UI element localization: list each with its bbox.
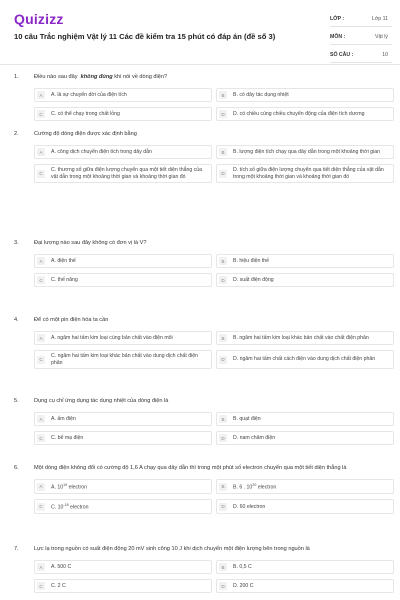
question-number: 6. bbox=[14, 465, 19, 471]
answer-option-d[interactable] bbox=[216, 164, 394, 183]
worksheet-header bbox=[0, 0, 400, 65]
question-stem bbox=[14, 131, 390, 138]
question-number: 2. bbox=[14, 131, 19, 137]
question-number: 7. bbox=[14, 546, 19, 552]
question-text-part: Để có một pin điện hóa ta cần bbox=[34, 317, 109, 323]
option-text bbox=[233, 482, 276, 491]
option-letter-badge: C bbox=[37, 434, 45, 442]
answer-option-d[interactable] bbox=[216, 431, 394, 445]
meta-value: Vật lý bbox=[375, 34, 388, 40]
question-text-part: Một dòng điện không đổi có cường độ 1,6 A chạy qua dây dẫn thì trong một phút số electron chuyển qua một tiết diện thẳng là bbox=[34, 465, 347, 471]
option-text: D. 200 C bbox=[233, 583, 254, 589]
question-number: 5. bbox=[14, 398, 19, 404]
worksheet-title: 10 câu Trắc nghiệm Vật lý 11 Các đề kiểm tra 15 phút có đáp án (đề số 3) bbox=[14, 32, 276, 41]
option-text: B. quạt điện bbox=[233, 416, 261, 422]
question-stem bbox=[14, 398, 390, 405]
question-block bbox=[14, 131, 390, 183]
question-number: 3. bbox=[14, 240, 19, 246]
options-grid bbox=[34, 412, 390, 445]
question-number: 4. bbox=[14, 317, 19, 323]
question-text-part: Điều nào sau đây bbox=[34, 74, 78, 80]
option-text: A. là sự chuyển dời của điện tích bbox=[51, 92, 127, 98]
question-stem bbox=[14, 465, 390, 472]
answer-option-a[interactable] bbox=[34, 145, 212, 159]
option-text-tail: electron bbox=[256, 484, 277, 491]
option-text: C. ngâm hai tấm kim loại khác bản chất vào dung dịch chất điện phân bbox=[51, 353, 199, 366]
option-text: D. 60 electron bbox=[233, 503, 266, 510]
option-letter-badge: A bbox=[37, 483, 45, 491]
option-letter-badge: A bbox=[37, 334, 45, 342]
option-text bbox=[51, 482, 87, 491]
meta-value: 10 bbox=[382, 52, 388, 58]
question-number: 1. bbox=[14, 74, 19, 80]
option-text: A. 500 C bbox=[51, 564, 72, 570]
question-text bbox=[34, 74, 390, 81]
option-text-base: B. 6 . 10 bbox=[233, 484, 253, 491]
answer-option-a[interactable] bbox=[34, 88, 212, 102]
answer-option-b[interactable] bbox=[216, 254, 394, 268]
meta-label: SỐ CÂU : bbox=[330, 52, 354, 58]
answer-option-a[interactable] bbox=[34, 412, 212, 426]
option-letter-badge: B bbox=[219, 483, 227, 491]
meta-value: Lớp 11 bbox=[372, 16, 388, 22]
question-block bbox=[14, 465, 390, 514]
option-letter-badge: C bbox=[37, 170, 45, 178]
answer-option-a[interactable] bbox=[34, 254, 212, 268]
options-grid bbox=[34, 479, 390, 514]
option-text: A. công dịch chuyển điện tích trong dây dẫn bbox=[51, 149, 152, 155]
meta-label: MÔN : bbox=[330, 34, 346, 40]
option-text: B. hiệu điện thế bbox=[233, 258, 270, 264]
answer-option-c[interactable] bbox=[34, 164, 212, 183]
answer-option-c[interactable] bbox=[34, 273, 212, 287]
answer-option-b[interactable] bbox=[216, 145, 394, 159]
options-grid bbox=[34, 254, 390, 287]
option-exponent: -18 bbox=[63, 503, 69, 508]
option-text: C. 2 C bbox=[51, 583, 66, 589]
option-letter-badge: B bbox=[219, 257, 227, 265]
option-letter-badge: C bbox=[37, 110, 45, 118]
answer-option-d[interactable] bbox=[216, 499, 394, 514]
question-block bbox=[14, 240, 390, 287]
option-text-tail: electron bbox=[67, 484, 88, 491]
option-exponent: 19 bbox=[63, 483, 68, 488]
option-text: A. điện thế bbox=[51, 258, 76, 264]
option-text: D. có chiều cùng chiều chuyển động của điện tích dương bbox=[233, 111, 365, 117]
option-text: C. có thể chạy trong chất lỏng bbox=[51, 111, 120, 117]
options-grid bbox=[34, 88, 390, 121]
option-letter-badge: C bbox=[37, 582, 45, 590]
meta-label: LỚP : bbox=[330, 16, 345, 22]
question-stem bbox=[14, 546, 390, 553]
question-text bbox=[34, 546, 390, 553]
options-grid bbox=[34, 560, 390, 593]
question-block bbox=[14, 546, 390, 593]
option-text: B. lượng điện tích chạy qua dây dẫn trong một khoảng thời gian bbox=[233, 149, 380, 155]
answer-option-c[interactable] bbox=[34, 431, 212, 445]
question-text bbox=[34, 317, 390, 324]
question-stem bbox=[14, 240, 390, 247]
option-text: D. ngâm hai tấm chất cách điện vào dung dịch chất điện phân bbox=[233, 356, 376, 363]
answer-option-d[interactable] bbox=[216, 273, 394, 287]
option-text: C. bể mạ điện bbox=[51, 435, 84, 441]
option-letter-badge: B bbox=[219, 415, 227, 423]
option-text: A. ngâm hai tấm kim loại cùng bản chất vào điện môi bbox=[51, 335, 173, 341]
option-text: B. có dây tác dụng nhiệt bbox=[233, 92, 289, 98]
answer-option-d[interactable] bbox=[216, 350, 394, 369]
answer-option-b[interactable] bbox=[216, 88, 394, 102]
question-text-part: Đại lượng nào sau đây không có đơn vị là V? bbox=[34, 240, 147, 246]
meta-row-class bbox=[330, 12, 392, 27]
option-letter-badge: C bbox=[37, 503, 45, 511]
answer-option-a[interactable] bbox=[34, 479, 212, 494]
answer-option-a[interactable] bbox=[34, 331, 212, 345]
option-letter-badge: B bbox=[219, 148, 227, 156]
question-text bbox=[34, 240, 390, 247]
option-exponent: 20 bbox=[252, 483, 257, 488]
option-letter-badge: C bbox=[37, 276, 45, 284]
option-text: D. nam châm điện bbox=[233, 435, 276, 441]
option-text: C. thế năng bbox=[51, 277, 78, 283]
answer-option-a[interactable] bbox=[34, 560, 212, 574]
option-text-tail: electron bbox=[68, 505, 89, 512]
question-emphasis: không đúng bbox=[80, 74, 113, 80]
question-text bbox=[34, 398, 390, 405]
option-letter-badge: A bbox=[37, 563, 45, 571]
option-letter-badge: A bbox=[37, 148, 45, 156]
question-stem bbox=[14, 317, 390, 324]
option-letter-badge: B bbox=[219, 563, 227, 571]
answer-option-c[interactable] bbox=[34, 579, 212, 593]
option-text bbox=[51, 502, 89, 511]
option-letter-badge: C bbox=[37, 356, 45, 364]
option-text-base: A. 10 bbox=[51, 484, 64, 491]
option-text: D. suất điện động bbox=[233, 277, 274, 283]
answer-option-b[interactable] bbox=[216, 560, 394, 574]
answer-option-b[interactable] bbox=[216, 331, 394, 345]
question-block bbox=[14, 74, 390, 121]
option-letter-badge: D bbox=[219, 503, 227, 511]
answer-option-c[interactable] bbox=[34, 350, 212, 369]
question-text-part: khi nói về dòng điện? bbox=[114, 74, 168, 80]
option-letter-badge: B bbox=[219, 91, 227, 99]
option-letter-badge: D bbox=[219, 582, 227, 590]
option-text: C. thương số giữa điện lượng chuyển qua một tiết diện thẳng của vật dẫn trong một khoảng thời gian và khoảng thời gian đó bbox=[51, 167, 203, 180]
question-text-part: Lực lạ trong nguồn có suất điện động 20 mV sinh công 10 J khi dịch chuyển một điện lượng bên trong nguồn là bbox=[34, 546, 310, 552]
option-text-base: C. 10 bbox=[51, 505, 64, 512]
option-letter-badge: D bbox=[219, 356, 227, 364]
option-text: B. ngâm hai tấm kim loại khác bản chất vào chất điện phân bbox=[233, 335, 369, 341]
option-text: D. tích số giữa điện lượng chuyển qua tiết diện thẳng của vật dẫn trong một khoảng thời gian và khoảng thời gian đó bbox=[233, 167, 384, 180]
options-grid bbox=[34, 331, 390, 369]
answer-option-b[interactable] bbox=[216, 479, 394, 494]
answer-option-b[interactable] bbox=[216, 412, 394, 426]
question-text bbox=[34, 131, 390, 138]
question-block bbox=[14, 317, 390, 369]
worksheet-meta bbox=[330, 12, 392, 66]
meta-row-question-count bbox=[330, 48, 392, 63]
option-letter-badge: D bbox=[219, 110, 227, 118]
question-stem bbox=[14, 74, 390, 81]
question-text-part: Cường độ dòng điện được xác định bằng bbox=[34, 131, 137, 137]
quizizz-logo: Quizizz bbox=[14, 11, 64, 27]
answer-option-d[interactable] bbox=[216, 579, 394, 593]
answer-option-d[interactable] bbox=[216, 107, 394, 121]
option-text: B. 0,5 C bbox=[233, 564, 252, 570]
option-text: A. ấm điện bbox=[51, 416, 76, 422]
question-block bbox=[14, 398, 390, 445]
answer-option-c[interactable] bbox=[34, 499, 212, 514]
option-letter-badge: D bbox=[219, 170, 227, 178]
question-text bbox=[34, 465, 390, 472]
option-letter-badge: A bbox=[37, 91, 45, 99]
option-letter-badge: A bbox=[37, 415, 45, 423]
option-letter-badge: B bbox=[219, 334, 227, 342]
option-letter-badge: D bbox=[219, 434, 227, 442]
option-letter-badge: D bbox=[219, 276, 227, 284]
option-letter-badge: A bbox=[37, 257, 45, 265]
question-text-part: Dụng cụ chỉ ứng dụng tác dụng nhiệt của dòng điện là bbox=[34, 398, 169, 404]
answer-option-c[interactable] bbox=[34, 107, 212, 121]
options-grid bbox=[34, 145, 390, 183]
meta-row-subject bbox=[330, 30, 392, 45]
